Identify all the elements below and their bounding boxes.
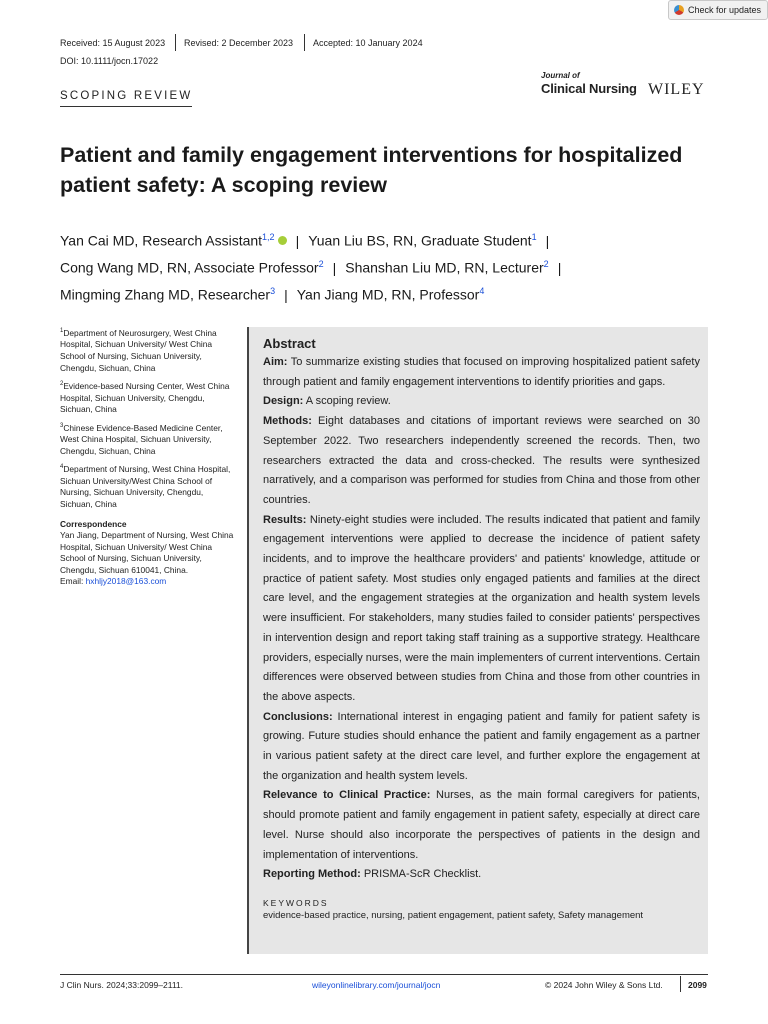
article-title: Patient and family engagement interventions for hospitalized patient safety: A scoping review — [60, 143, 683, 197]
divider — [680, 976, 681, 992]
affiliation: $^3$Chinese Evidence-Based Medicine Center, West China Hospital, Sichuan University, Chengdu, Sichuan, China — [60, 422, 223, 456]
author-list: Yan Cai MD, Research Assistant$^{1,2}$ | Yuan Liu BS, RN, Graduate Student$^1$ | Cong Wang MD, RN, Associate Professor$^2$ | Shanshan Liu MD, RN, Lecturer$^2$ | Mingming Zhang MD, Researcher$^3$ | Yan Jiang MD, RN, Professor$^4$ — [60, 232, 562, 303]
revised-date: Revised: 2 December 2023 — [184, 38, 294, 48]
footer-divider — [60, 974, 708, 975]
divider — [304, 34, 305, 51]
abstract-methods: Methods: Eight databases and citations of important reviews were searched on 30 September 2022. Two researchers independently screened the records. Then, two researchers extracted the data and cross-checked. The results were synthesized narratively, and a comparison was performed for studies from China and those from other countries. — [263, 415, 700, 506]
received-date: Received: 15 August 2023 — [60, 38, 166, 48]
orcid-icon[interactable] — [278, 236, 287, 245]
affiliation: $^4$Department of Nursing, West China Hospital, Sichuan University/West China School of Nursing, Sichuan University, Chengdu, Sichuan, China — [60, 464, 231, 509]
abstract-aim: Aim: To summarize existing studies that focused on improving hospitalized patient safety through patient and family engagement interventions to identify priorities and gaps. — [263, 356, 700, 388]
section-label: SCOPING REVIEW — [60, 90, 192, 107]
abstract-heading: Abstract — [263, 336, 316, 351]
publisher-logo: WILEY — [648, 81, 705, 98]
abstract-box — [247, 327, 708, 954]
author-name: Yan Jiang MD, RN, Professor — [296, 286, 480, 303]
journal-name-prefix: Journal of — [541, 71, 580, 80]
footer-citation: J Clin Nurs. 2024;33:2099–2111. — [60, 980, 184, 990]
footer-copyright: © 2024 John Wiley & Sons Ltd. — [545, 980, 663, 990]
author-name: Yan Cai MD, Research Assistant — [60, 232, 263, 249]
correspondence-text: Yan Jiang, Department of Nursing, West China Hospital, Sichuan University/ West China School of Nursing, Sichuan University, Chengdu, Sichuan 610041, China. Email: hxhljy2018@163.com — [60, 530, 234, 587]
author-affiliation-ref[interactable]: 1 — [531, 232, 537, 242]
author-affiliation-ref[interactable]: 4 — [479, 286, 485, 297]
check-for-updates-button[interactable] — [668, 0, 768, 20]
correspondence-heading: Correspondence — [60, 518, 127, 529]
affiliations-column — [60, 326, 236, 588]
divider — [175, 34, 176, 51]
author-name: Mingming Zhang MD, Researcher — [60, 286, 271, 303]
author-affiliation-ref[interactable]: 1,2 — [262, 232, 275, 242]
abstract-results: Results: Ninety-eight studies were included. The results indicated that patient and family engagement interventions were applied to decrease the incidence of patient safety incidents, and to improve the healthcare providers' and patients' knowledge, attitude or practice of patient safety. Most studies only engaged patients and families at the direct care level, and the engagement strategies at the organization and health system levels were insufficient. For stakeholders, many studies failed to consider patients' perspectives in intervention design and report taking staff training as a supportive strategy. Healthcare providers, especially nurses, were the main implementers of current interventions. Certain differences were observed between studies from China and those from other countries in the above aspects. — [263, 513, 700, 703]
footer-journal-link[interactable]: wileyonlinelibrary.com/journal/jocn — [312, 980, 441, 990]
author-name: Cong Wang MD, RN, Associate Professor — [60, 259, 319, 276]
author-affiliation-ref[interactable]: 3 — [270, 286, 276, 297]
accepted-date: Accepted: 10 January 2024 — [313, 38, 423, 48]
check-for-updates-label: Check for updates — [688, 5, 762, 15]
abstract-reporting-method: Reporting Method: PRISMA-ScR Checklist. — [263, 868, 482, 881]
crossmark-icon — [674, 5, 684, 15]
abstract-relevance: Relevance to Clinical Practice: Nurses, as the main formal caregivers for patients, should promote patient and family engagement in patient safety, especially at direct care level. Nurse should also incorporate the perspectives of patients in the design and implementation of interventions. — [263, 789, 700, 861]
abstract-design: Design: A scoping review. — [263, 395, 391, 408]
email-link[interactable]: hxhljy2018@163.com — [85, 576, 167, 587]
author-name: Yuan Liu BS, RN, Graduate Student — [308, 232, 532, 249]
author-affiliation-ref[interactable]: 2 — [543, 259, 549, 270]
page-number: 2099 — [688, 980, 707, 990]
keywords-heading: KEYWORDS — [263, 897, 329, 908]
affiliation: $^1$Department of Neurosurgery, West China Hospital, Sichuan University/ West China School of Nursing, Sichuan University, Chengdu, Sichuan, China — [60, 327, 217, 373]
author-affiliation-ref[interactable]: 2 — [318, 259, 324, 270]
abstract-conclusions: Conclusions: International interest in engaging patient and family for patient safety is growing. Future studies should enhance the patient and family engagement as a partner in various patient safety at the direct care level, and further explore the engagement at the organization and health system levels. — [263, 710, 700, 782]
affiliation: $^2$Evidence-based Nursing Center, West China Hospital, Sichuan University, Chengdu, Sichuan, China — [60, 380, 230, 415]
journal-name: Clinical Nursing — [541, 81, 637, 96]
doi: DOI: 10.1111/jocn.17022 — [60, 56, 159, 66]
keywords-list: evidence-based practice, nursing, patient engagement, patient safety, Safety management — [263, 909, 644, 921]
author-name: Shanshan Liu MD, RN, Lecturer — [345, 259, 544, 276]
